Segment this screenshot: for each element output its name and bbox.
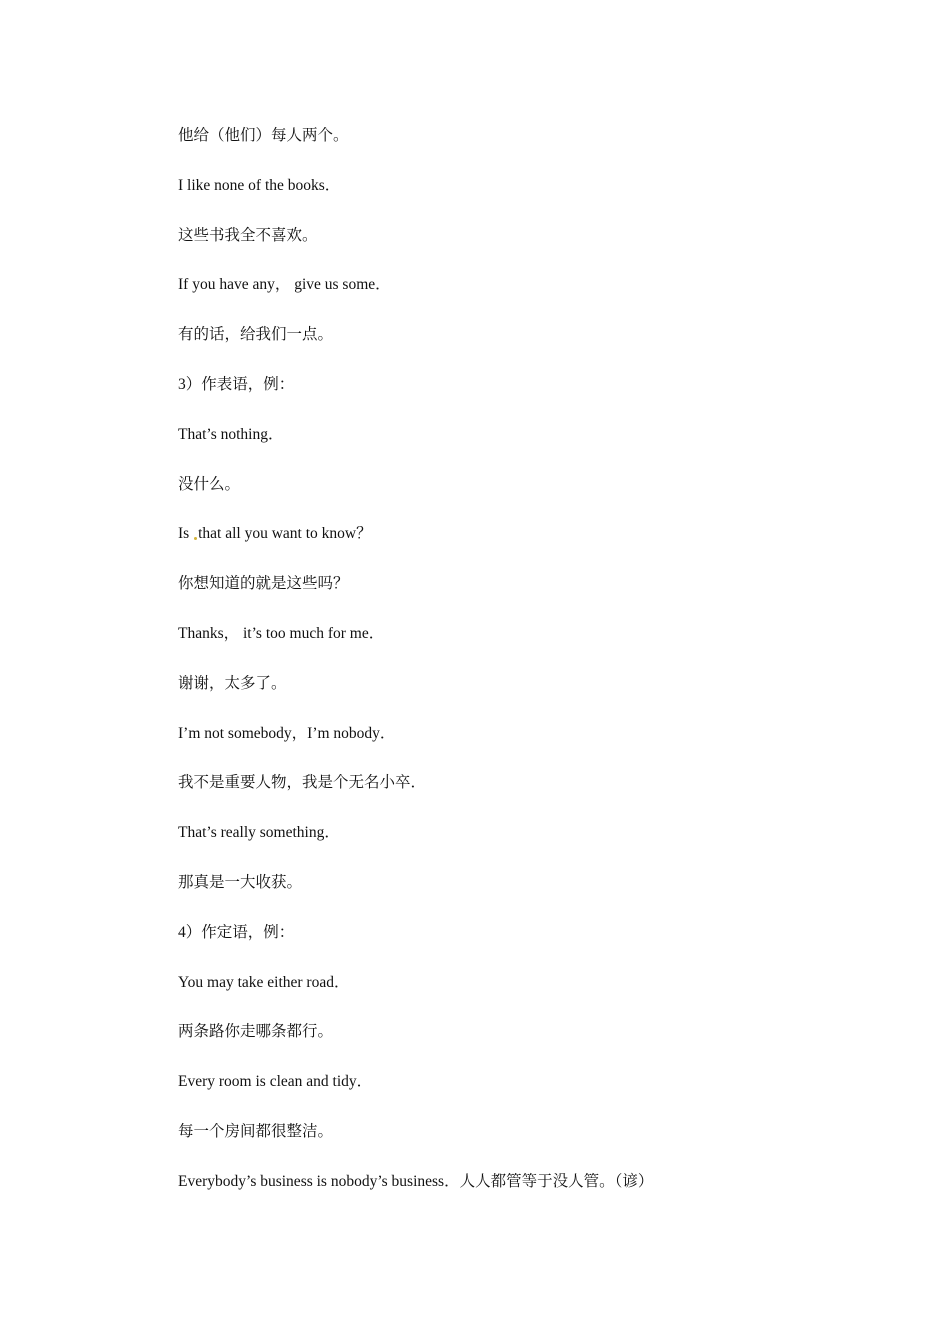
- text-line: 我不是重要人物，我是个无名小卒．: [178, 774, 427, 792]
- text-line: If you have any， give us some．: [178, 276, 391, 294]
- text-line: 他给（他们）每人两个。: [178, 127, 349, 144]
- text-line: 有的话，给我们一点。: [178, 326, 334, 344]
- text-line: I’m not somebody，I’m nobody．: [178, 724, 396, 742]
- anchor-mark: [194, 537, 197, 540]
- text-line: 谢谢，太多了。: [178, 674, 287, 692]
- text-line: Everybody’s business is nobody’s business．人人都管等于没人管。（谚）: [178, 1172, 654, 1190]
- section-heading: 4）作定语，例：: [178, 923, 295, 941]
- text-line: 没什么。: [178, 475, 241, 493]
- section-heading: 3）作表语，例：: [178, 375, 295, 393]
- text-line: 两条路你走哪条都行。: [178, 1023, 334, 1041]
- text-line: 这些书我全不喜欢。: [178, 226, 318, 244]
- text-fragment: that all you want to know？: [198, 525, 372, 543]
- text-fragment: Is: [178, 525, 190, 543]
- text-line: Thanks， it’s too much for me．: [178, 624, 385, 642]
- text-line: That’s really something．: [178, 824, 340, 842]
- text-line: I like none of the books．: [178, 176, 341, 194]
- text-line: 那真是一大收获。: [178, 873, 303, 891]
- text-line: [178, 522, 878, 572]
- document-body: [178, 124, 878, 1220]
- text-line: 你想知道的就是这些吗？: [178, 575, 349, 593]
- text-line: You may take either road．: [178, 973, 350, 991]
- text-line: Every room is clean and tidy．: [178, 1073, 373, 1091]
- text-line: That’s nothing．: [178, 425, 284, 443]
- text-line: 每一个房间都很整洁。: [178, 1122, 334, 1140]
